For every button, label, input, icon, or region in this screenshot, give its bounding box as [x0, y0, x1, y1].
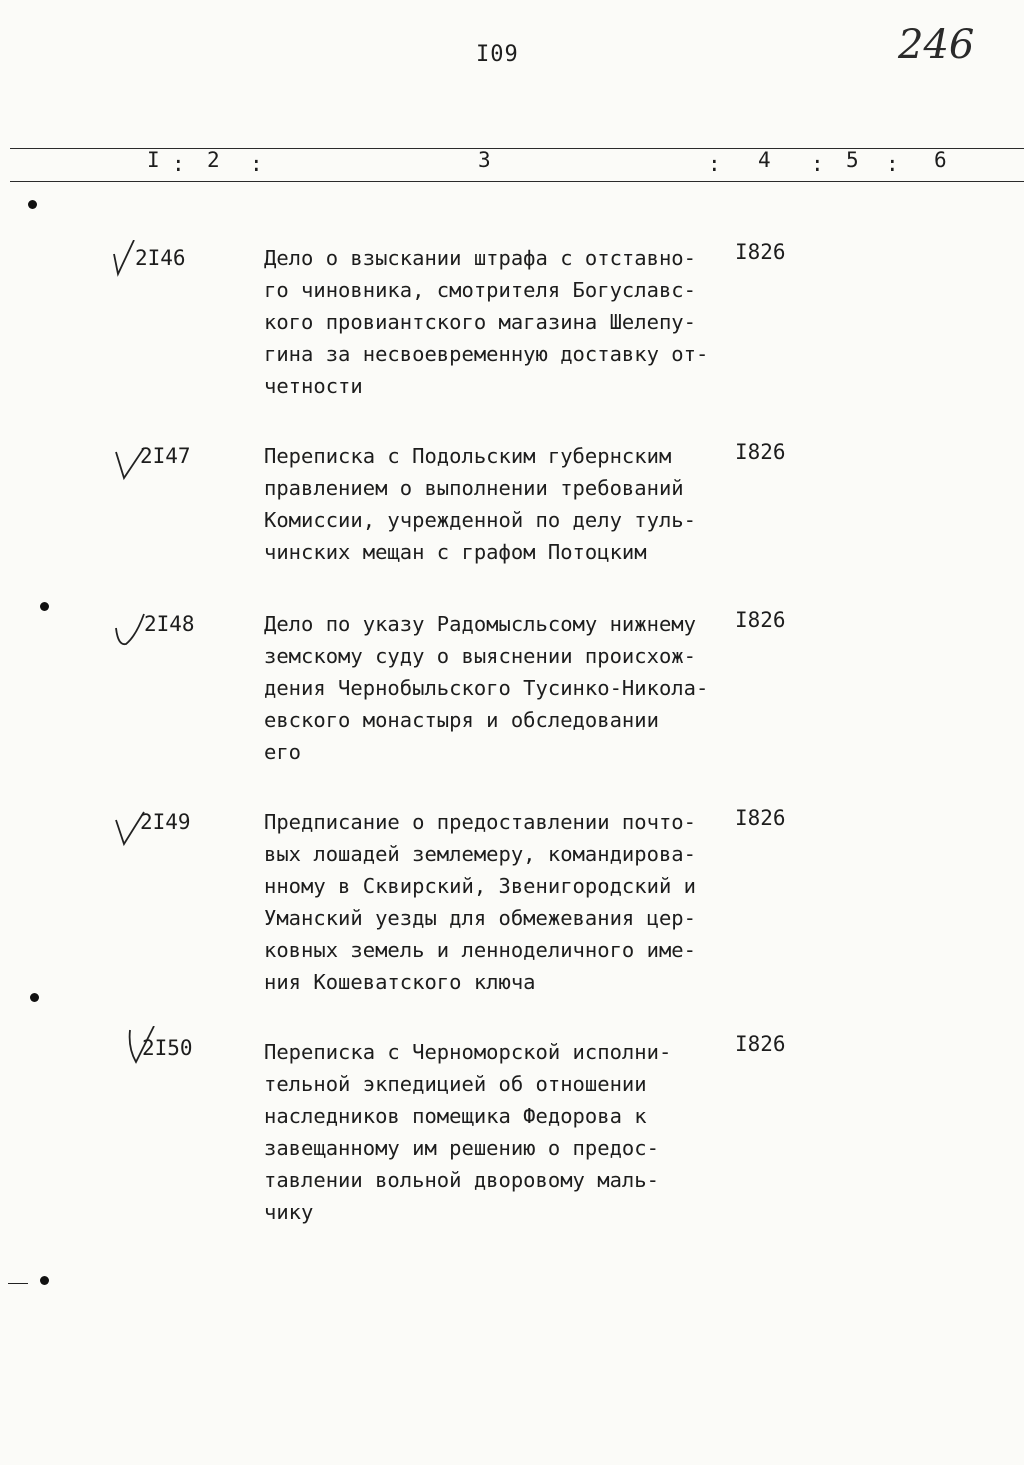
column-header-5: 5	[846, 148, 859, 172]
table-header-bottom-rule	[10, 181, 1024, 182]
record-description: Предписание о предоставлении почто- вых лошадей землемеру, командирова- нному в Сквирский, Звенигородский и Уманский уезды для обмежевания цер- ковных земель и ленноделичного име- ния Кошеватского ключа	[264, 810, 696, 994]
column-separator: :	[886, 152, 899, 176]
column-separator: :	[708, 152, 721, 176]
record-year: I826	[735, 1032, 786, 1056]
column-separator: :	[811, 152, 824, 176]
page-number: I09	[476, 42, 519, 67]
record-year: I826	[735, 806, 786, 830]
punch-hole	[40, 1276, 49, 1285]
punch-hole	[40, 602, 49, 611]
punch-hole	[30, 993, 39, 1002]
record-description: Дело по указу Радомысльсому нижнему земскому суду о выяснении происхож- дения Чернобыльского Тусинко-Никола- евского монастыря и обследовании его	[264, 612, 709, 764]
record-description: Дело о взыскании штрафа с отставно- го чиновника, смотрителя Богуславс- кого провиантского магазина Шелепу- гина за несвоевременную доставку от- четности	[264, 246, 709, 398]
column-header-1: I	[147, 148, 160, 172]
column-header-4: 4	[758, 148, 771, 172]
column-header-2: 2	[207, 148, 220, 172]
record-description: Переписка с Подольским губернским правлением о выполнении требований Комиссии, учрежденной по делу туль- чинских мещан с графом Потоцким	[264, 444, 696, 564]
handwritten-archive-number: 246	[898, 22, 975, 68]
record-number: 2I50	[142, 1036, 193, 1060]
record-number: 2I46	[135, 246, 186, 270]
column-separator: :	[250, 152, 263, 176]
checkmark-icon	[112, 612, 146, 652]
record-year: I826	[735, 240, 786, 264]
record-year: I826	[735, 440, 786, 464]
record-year: I826	[735, 608, 786, 632]
column-header-6: 6	[934, 148, 947, 172]
record-number: 2I47	[140, 444, 191, 468]
column-separator: :	[172, 152, 185, 176]
record-number: 2I49	[140, 810, 191, 834]
column-header-3: 3	[478, 148, 491, 172]
table-header-top-rule	[10, 148, 1024, 149]
margin-dash	[8, 1283, 28, 1284]
punch-hole	[28, 200, 37, 209]
record-description: Переписка с Черноморской исполни- тельной экпедицией об отношении наследников помещика Федорова к завещанному им решению о предос- тавлении вольной дворовому маль- чику	[264, 1040, 672, 1224]
record-number: 2I48	[144, 612, 195, 636]
